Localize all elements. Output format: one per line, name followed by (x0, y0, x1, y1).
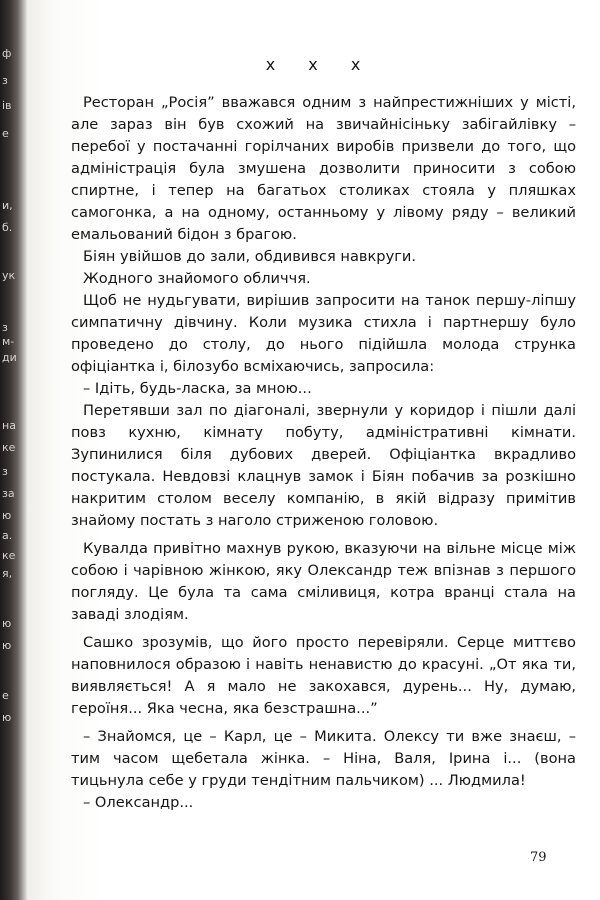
margin-fragment: ів (2, 99, 12, 112)
margin-fragment: за (2, 487, 15, 500)
margin-fragment: ук (2, 269, 16, 282)
previous-page-margin-fragments (0, 0, 22, 900)
margin-fragment: м- (2, 335, 15, 348)
page-paper (26, 0, 600, 900)
paragraph-follow-me: – Ідіть, будь-ласка, за мною... (83, 380, 312, 397)
margin-fragment: з (2, 321, 8, 334)
margin-fragment: ди (2, 351, 17, 364)
paragraph-entered-hall: Біян увійшов до зали, обдивився навкруги. (83, 248, 416, 265)
paragraph-dance: Щоб не нудьгувати, вирішив запросити на танок першу-ліпшу симпатичну дівчину. Коли музика стихла і партнершу було проведено до столу, до нього підійшла молода струнка офіціантка і, білозубо всміхаючись, запросила: (71, 292, 576, 375)
margin-fragment: ке (2, 441, 16, 454)
paragraph-oleksandr: – Олександр... (83, 794, 194, 811)
margin-fragment: з (2, 465, 8, 478)
page-number: 79 (530, 850, 547, 865)
margin-fragment: б. (2, 221, 13, 234)
paragraph-sashko: Сашко зрозумів, що його просто перевіряли. Серце миттєво наповнилося образою і навіть ненавистю до красуні. „От яка ти, виявляється! А я мало не закохався, дурень... Ну, думаю, героїня... Яка чесна, яка безстрашна...” (71, 634, 576, 717)
paragraph-no-familiar-face: Жодного знайомого обличчя. (83, 270, 311, 287)
margin-fragment: я, (2, 567, 13, 580)
margin-fragment: а. (2, 529, 13, 542)
margin-fragment: ю (2, 639, 12, 652)
margin-fragment: ю (2, 617, 12, 630)
margin-fragment: ю (2, 509, 12, 522)
paragraph-kuvalda: Кувалда привітно махнув рукою, вказуючи на вільне місце між собою і чарівною жінкою, яку Олександр теж впізнав з першого погляду. Це була та сама сміливиця, котра вранці стала на заваді злодіям. (71, 540, 576, 623)
paragraph-introductions: – Знайомся, це – Карл, це – Микита. Олексу ти вже знаєш, – тим часом щебетала жінка. – Ніна, Валя, Ірина і... (вона тицьнула себе у груди тендітним пальчиком) ... Людмила! (71, 728, 576, 789)
margin-fragment: на (2, 419, 16, 432)
paragraph-corridor: Перетявши зал по діагоналі, звернули у коридор і пішли далі повз кухню, кімнату побуту, адміністративні кімнати. Зупинилися біля дубових дверей. Офіціантка вкрадливо постукала. Невдовзі клацнув замок і Біян побачив за розкішно накритим столом веселу компанію, в якій відразу примітив знайому постать з наголо стриженою головою. (71, 402, 576, 529)
margin-fragment: з (2, 74, 8, 87)
margin-fragment: и, (2, 199, 13, 212)
section-break-ornament: x x x (265, 55, 375, 74)
margin-fragment: ф (2, 47, 12, 60)
margin-fragment: ю (2, 711, 12, 724)
body-text (71, 92, 576, 814)
paragraph-restaurant: Ресторан „Росія” вважався одним з найпрестижніших у місті, але зараз він був схожий на звичайнісіньку забігайлівку – перебої у постачанні горілчаних виробів призвели до того, що адміністрація була змушена дозволити приносити з собою спиртне, і тепер на багатьох столиках стояла у пляшках самогонка, а на одному, останньому у лівому ряду – великий емальований бідон з брагою. (71, 94, 576, 243)
margin-fragment: е (2, 127, 9, 140)
margin-fragment: ке (2, 549, 16, 562)
margin-fragment: е (2, 689, 9, 702)
